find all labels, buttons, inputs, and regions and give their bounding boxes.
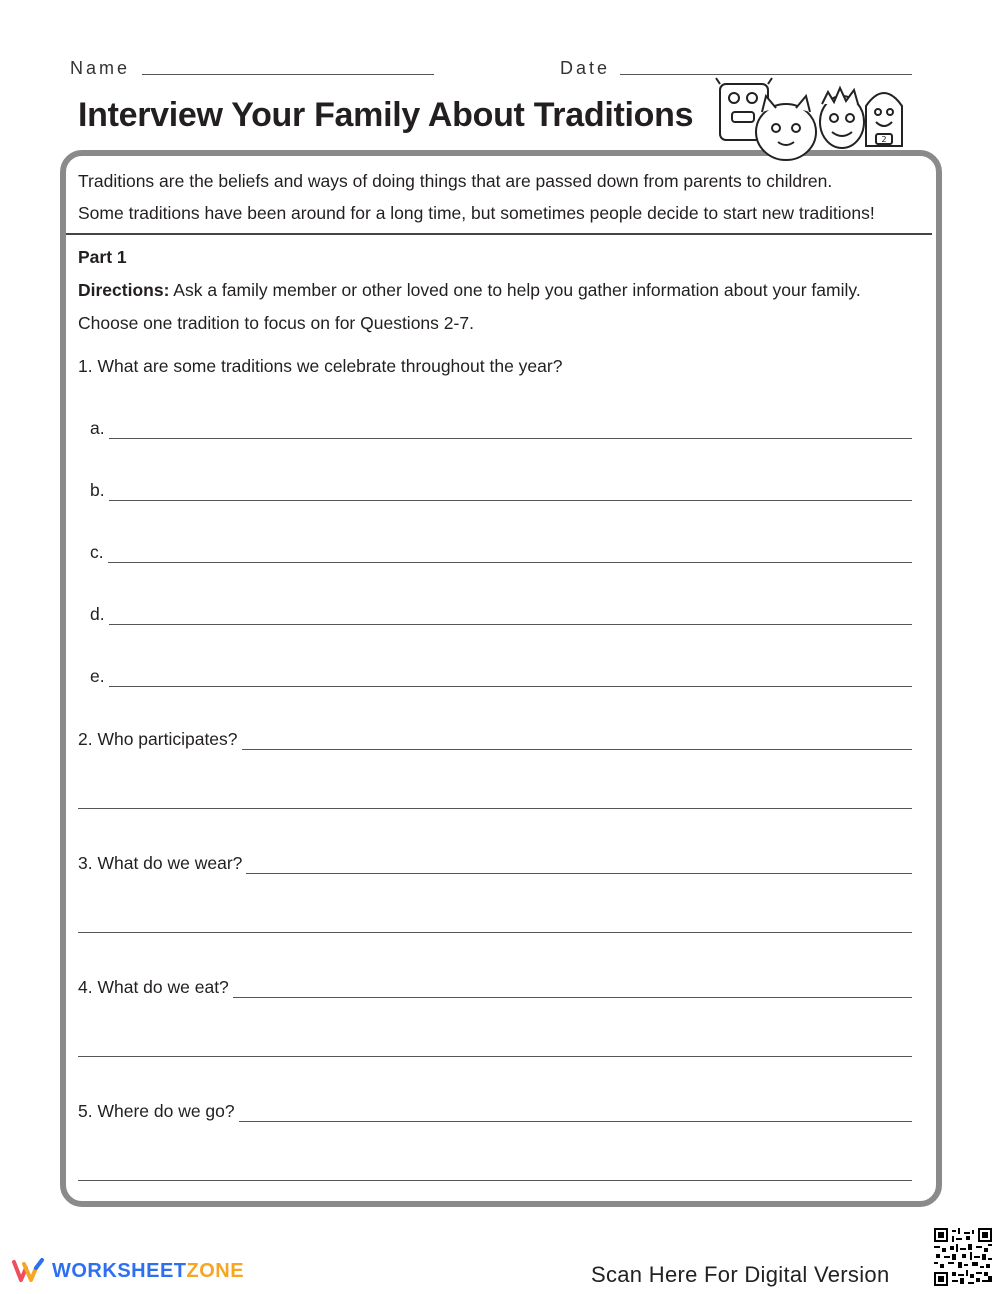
answer-line[interactable] — [246, 857, 912, 874]
answer-line[interactable] — [239, 1105, 912, 1122]
answer-line[interactable] — [78, 808, 912, 809]
answer-row-b — [90, 480, 912, 501]
part-heading: Part 1 — [78, 247, 127, 267]
answer-row-d — [90, 604, 912, 625]
answer-line[interactable] — [78, 1056, 912, 1057]
question-3 — [78, 853, 912, 874]
question-1: 1. What are some traditions we celebrate throughout the year? — [78, 356, 563, 376]
question-text: 5. Where do we go? — [78, 1101, 235, 1121]
intro-line-2: Some traditions have been around for a long time, but sometimes people decide to start new traditions! — [78, 203, 875, 223]
item-label: a. — [90, 418, 105, 438]
question-text: 2. Who participates? — [78, 729, 238, 749]
answer-line[interactable] — [78, 1180, 912, 1181]
answer-line[interactable] — [109, 422, 912, 439]
directions-text: Ask a family member or other loved one to help you gather information about your family. — [169, 280, 861, 300]
question-text: 4. What do we eat? — [78, 977, 229, 997]
question-4 — [78, 977, 912, 998]
question-2 — [78, 729, 912, 750]
answer-line[interactable] — [78, 932, 912, 933]
monster-characters-illustration — [706, 76, 920, 166]
answer-line[interactable] — [242, 733, 912, 750]
answer-row-a — [90, 418, 912, 439]
answer-line[interactable] — [109, 670, 912, 687]
answer-row-c — [90, 542, 912, 563]
date-field[interactable] — [620, 74, 912, 75]
item-label: e. — [90, 666, 105, 686]
question-5 — [78, 1101, 912, 1122]
item-label: b. — [90, 480, 105, 500]
answer-line[interactable] — [109, 484, 912, 501]
worksheetzone-logo[interactable] — [12, 1258, 244, 1284]
directions-label: Directions: — [78, 280, 170, 300]
qr-code-icon[interactable] — [934, 1228, 992, 1286]
directions — [78, 280, 861, 301]
worksheetzone-logo-icon — [12, 1258, 46, 1284]
item-label: c. — [90, 542, 104, 562]
scan-instruction: Scan Here For Digital Version — [591, 1262, 890, 1287]
svg-text:2: 2 — [881, 135, 887, 144]
question-text: 3. What do we wear? — [78, 853, 243, 873]
directions-line-2: Choose one tradition to focus on for Questions 2-7. — [78, 313, 474, 333]
intro-line-1: Traditions are the beliefs and ways of doing things that are passed down from parents to children. — [78, 171, 833, 191]
answer-line[interactable] — [108, 546, 912, 563]
name-field[interactable] — [142, 74, 434, 75]
page-title: Interview Your Family About Traditions — [78, 96, 694, 134]
brand-first: WORKSHEET — [52, 1259, 187, 1282]
answer-line[interactable] — [233, 981, 912, 998]
answer-row-e — [90, 666, 912, 687]
name-label: Name — [70, 58, 131, 78]
answer-line[interactable] — [109, 608, 912, 625]
item-label: d. — [90, 604, 105, 624]
section-divider — [66, 233, 932, 235]
date-label: Date — [560, 58, 611, 78]
brand-second: ZONE — [186, 1259, 245, 1282]
